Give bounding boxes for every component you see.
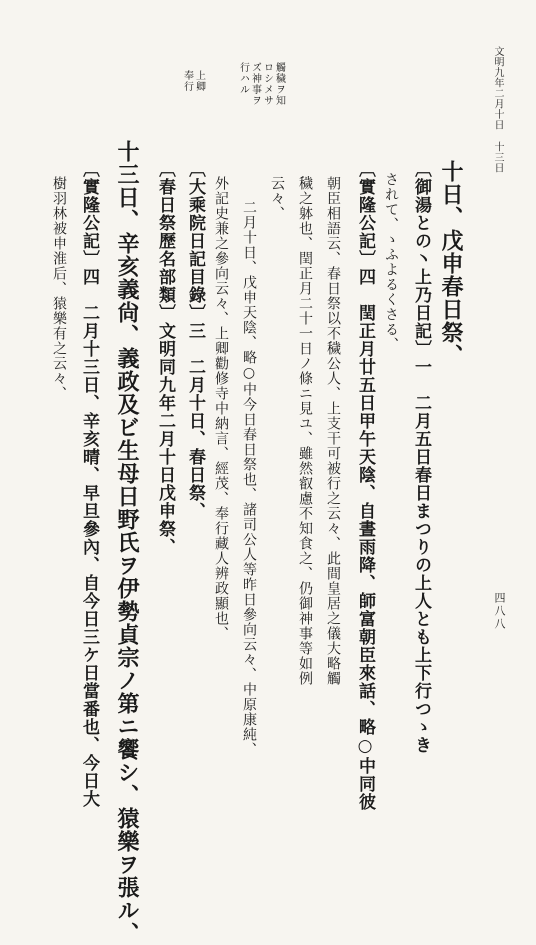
entry-heading-13th: 十三日、辛亥義尙、義政及ビ生母日野氏ヲ伊勢貞宗ノ第ニ饗シ、猿樂ヲ張ル、 xyxy=(114,140,140,945)
body-line: 二月十日、戊申天陰、略○中今日春日祭也、諸司公人等昨日參向云々、中原康純、 xyxy=(241,200,257,757)
entry-heading-10th: 十日、戊申春日祭、 xyxy=(438,160,464,367)
body-line: 穢之躰也、閏正月二十一日ノ條ニ見ユ、雖然叡慮不知食之、仍御神事等如例 xyxy=(297,176,313,686)
body-line: 云々、 xyxy=(269,176,285,221)
body-line: 朝臣相語云、春日祭以不穢公人、上支干可被行之云々、此間皇居之儀大略觸 xyxy=(325,176,341,686)
margin-note-5: 上卿 xyxy=(193,70,205,92)
margin-note-1: 觸穢ヲ知 xyxy=(273,62,285,106)
body-line: 外記史兼之參向云々、上卿勸修寺中納言、經茂、奉行藏人辨政顯也、 xyxy=(213,176,229,641)
page-number: 四八八 xyxy=(493,592,506,631)
margin-note-2: ロシメサ xyxy=(261,62,273,106)
margin-note-4: 行ハル xyxy=(237,62,249,95)
source-line: 〔春日祭歷名部類〕文明同九年二月十日戊申祭、 xyxy=(155,160,175,556)
source-line: 〔御湯との丶上乃日記〕一 二月五日春日まつりの上人とも上下行つゝき xyxy=(411,160,431,754)
source-line: 〔實隆公記〕四 二月十三日、辛亥晴、早旦參內、自今日三ケ日當番也、今日大 xyxy=(79,160,99,808)
running-header: 文明九年二月十日 十三日 xyxy=(492,46,503,173)
margin-note-6: 奉行 xyxy=(181,70,193,92)
source-line: 〔實隆公記〕四 閏正月廿五日甲午天陰、自晝雨降、師富朝臣來話、略○中同彼 xyxy=(355,160,375,811)
body-line: 樹羽林被申淮后、猿樂有之云々、 xyxy=(51,176,67,401)
margin-note-3: ズ神事ヲ xyxy=(249,62,261,106)
source-line: 〔大乘院日記目錄〕三 二月十日、春日祭、 xyxy=(185,160,205,520)
body-line: されて、ゝふよるくさる、 xyxy=(383,172,399,352)
